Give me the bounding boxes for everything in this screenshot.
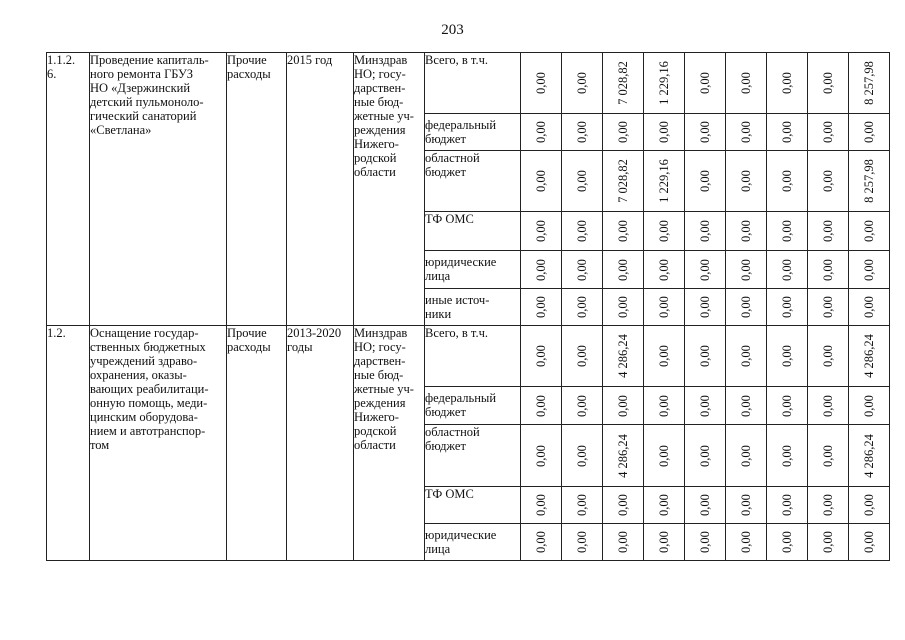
period-cell: 2015 год [287,53,354,326]
amount-cell [603,212,644,251]
amount-cell [726,487,767,524]
amount-cell [767,251,808,289]
amount-value: 0,00 [780,258,794,281]
amount-value: 0,00 [698,72,712,94]
amount-value: 0,00 [575,121,589,143]
amount-value: 0,00 [616,220,630,242]
amount-value: 0,00 [534,72,548,94]
amount-cell [521,487,562,524]
amount-cell [562,425,603,487]
amount-cell [603,326,644,387]
amount-cell [644,524,685,561]
amount-cell [849,151,890,212]
amount-cell [849,487,890,524]
amount-cell [603,114,644,151]
page-number: 203 [441,22,464,38]
amount-cell [726,151,767,212]
amount-value: 0,00 [780,345,794,367]
amount-cell [603,151,644,212]
amount-cell [767,53,808,114]
amount-cell [849,53,890,114]
amount-cell [685,289,726,326]
amount-value: 0,00 [698,531,712,553]
amount-value: 0,00 [862,258,876,281]
amount-value: 0,00 [821,531,835,553]
amount-value: 0,00 [616,531,630,553]
amount-cell [685,487,726,524]
amount-value: 0,00 [821,220,835,242]
amount-cell [521,53,562,114]
activity-description-cell: Оснащение государ- ственных бюджетных учреждений здраво- охранения, оказы- вающих реабилитаци- онную помощь, меди- цинским оборудова- нием и автотранспор- том [90,326,227,561]
amount-value: 0,00 [739,444,753,467]
amount-value: 0,00 [575,72,589,94]
amount-cell [603,425,644,487]
table-row [47,326,890,387]
amount-cell [849,387,890,425]
amount-cell [644,114,685,151]
amount-cell [685,251,726,289]
amount-cell [603,387,644,425]
amount-cell [644,289,685,326]
amount-cell [685,114,726,151]
funding-source-label: федеральный бюджет [425,387,521,425]
amount-cell [849,524,890,561]
amount-value: 0,00 [534,258,548,281]
amount-cell [603,524,644,561]
amount-value: 0,00 [862,296,876,318]
amount-cell [849,212,890,251]
amount-cell [644,151,685,212]
amount-value: 0,00 [698,394,712,417]
amount-cell [603,53,644,114]
amount-value: 0,00 [698,258,712,281]
amount-cell [726,251,767,289]
amount-cell [808,251,849,289]
funding-source-label: Всего, в т.ч. [425,53,521,114]
amount-cell [767,524,808,561]
amount-cell [726,114,767,151]
amount-cell [808,387,849,425]
amount-cell [562,487,603,524]
table-body [47,53,890,561]
amount-value: 0,00 [862,220,876,242]
amount-value: 1 229,16 [657,61,671,105]
amount-cell [726,212,767,251]
amount-cell [767,114,808,151]
amount-value: 0,00 [821,296,835,318]
amount-value: 0,00 [862,121,876,143]
amount-cell [685,425,726,487]
amount-cell [644,212,685,251]
amount-cell [849,251,890,289]
amount-cell [644,53,685,114]
amount-cell [849,326,890,387]
amount-value: 0,00 [821,121,835,143]
amount-value: 0,00 [657,258,671,281]
amount-value: 4 286,24 [616,334,630,378]
amount-value: 0,00 [821,72,835,94]
amount-value: 0,00 [698,220,712,242]
amount-cell [808,425,849,487]
amount-cell [644,251,685,289]
amount-cell [644,326,685,387]
amount-cell [726,53,767,114]
amount-value: 0,00 [780,394,794,417]
amount-value: 0,00 [657,220,671,242]
amount-value: 0,00 [862,531,876,553]
amount-cell [849,425,890,487]
amount-value: 7 028,82 [616,159,630,203]
amount-cell [726,425,767,487]
amount-value: 0,00 [821,170,835,192]
amount-value: 0,00 [616,494,630,516]
amount-value: 0,00 [534,296,548,318]
amount-value: 0,00 [575,258,589,281]
amount-value: 8 257,98 [862,159,876,203]
amount-value: 0,00 [698,296,712,318]
amount-value: 0,00 [780,72,794,94]
amount-cell [521,425,562,487]
amount-cell [521,151,562,212]
amount-value: 0,00 [534,531,548,553]
expense-type-cell: Прочие расходы [227,326,287,561]
amount-cell [767,425,808,487]
amount-value: 0,00 [657,121,671,143]
funding-source-label: ТФ ОМС [425,487,521,524]
amount-value: 0,00 [657,494,671,516]
funding-source-label: федеральный бюджет [425,114,521,151]
amount-cell [562,212,603,251]
amount-value: 0,00 [698,121,712,143]
amount-value: 0,00 [739,121,753,143]
amount-value: 0,00 [575,296,589,318]
amount-value: 0,00 [534,444,548,467]
amount-value: 0,00 [657,444,671,467]
funding-source-label: иные источ- ники [425,289,521,326]
amount-value: 4 286,24 [616,433,630,478]
amount-value: 0,00 [780,170,794,192]
amount-cell [808,326,849,387]
amount-cell [808,151,849,212]
amount-value: 0,00 [575,531,589,553]
amount-value: 0,00 [575,345,589,367]
funding-source-label: областной бюджет [425,425,521,487]
amount-cell [685,151,726,212]
amount-value: 4 286,24 [862,334,876,378]
amount-value: 0,00 [821,258,835,281]
amount-cell [603,487,644,524]
amount-value: 0,00 [821,494,835,516]
amount-value: 0,00 [575,494,589,516]
amount-cell [685,387,726,425]
table-row [47,53,890,114]
amount-value: 0,00 [739,72,753,94]
amount-cell [767,151,808,212]
amount-value: 0,00 [862,494,876,516]
amount-cell [685,212,726,251]
amount-value: 0,00 [739,531,753,553]
amount-cell [562,251,603,289]
amount-cell [808,289,849,326]
amount-cell [685,53,726,114]
funding-source-label: Всего, в т.ч. [425,326,521,387]
amount-value: 0,00 [821,444,835,467]
budget-table [46,52,890,561]
amount-value: 0,00 [698,494,712,516]
amount-cell [726,387,767,425]
amount-cell [521,251,562,289]
executor-cell: Минздрав НО; госу- дарствен- ные бюд- жетные уч- реждения Нижего- родской области [354,53,425,326]
amount-cell [603,289,644,326]
amount-value: 0,00 [534,345,548,367]
amount-value: 0,00 [780,531,794,553]
amount-value: 0,00 [616,121,630,143]
amount-cell [562,114,603,151]
expense-type-cell: Прочие расходы [227,53,287,326]
amount-value: 0,00 [534,220,548,242]
amount-value: 4 286,24 [862,433,876,478]
amount-cell [767,326,808,387]
amount-cell [562,524,603,561]
amount-cell [685,524,726,561]
amount-cell [767,289,808,326]
amount-value: 0,00 [739,220,753,242]
amount-value: 0,00 [657,345,671,367]
amount-value: 0,00 [575,394,589,417]
funding-source-label: областной бюджет [425,151,521,212]
amount-value: 8 257,98 [862,61,876,105]
amount-value: 0,00 [657,296,671,318]
amount-value: 0,00 [821,394,835,417]
amount-value: 0,00 [575,170,589,192]
amount-value: 0,00 [534,494,548,516]
amount-cell [562,326,603,387]
amount-cell [644,487,685,524]
amount-cell [849,114,890,151]
activity-code-cell: 1.2. [47,326,90,561]
activity-description-cell: Проведение капиталь- ного ремонта ГБУЗ НО «Дзержинский детский пульмоноло- гический санаторий «Светлана» [90,53,227,326]
amount-cell [808,524,849,561]
amount-cell [521,387,562,425]
amount-cell [521,524,562,561]
period-cell: 2013-2020 годы [287,326,354,561]
amount-cell [808,212,849,251]
amount-cell [644,425,685,487]
amount-value: 0,00 [739,494,753,516]
amount-value: 0,00 [575,444,589,467]
amount-value: 0,00 [534,394,548,417]
funding-source-label: юридические лица [425,251,521,289]
amount-cell [521,212,562,251]
amount-value: 7 028,82 [616,61,630,105]
amount-value: 0,00 [657,394,671,417]
amount-cell [767,487,808,524]
amount-value: 0,00 [780,121,794,143]
amount-value: 0,00 [821,345,835,367]
amount-cell [603,251,644,289]
amount-value: 0,00 [698,170,712,192]
amount-value: 0,00 [739,296,753,318]
amount-cell [726,524,767,561]
amount-value: 0,00 [616,394,630,417]
amount-cell [562,53,603,114]
amount-value: 0,00 [862,394,876,417]
amount-cell [562,387,603,425]
amount-cell [685,326,726,387]
amount-cell [521,114,562,151]
amount-cell [849,289,890,326]
amount-cell [767,387,808,425]
amount-cell [521,326,562,387]
amount-value: 0,00 [616,296,630,318]
amount-cell [562,289,603,326]
amount-cell [767,212,808,251]
amount-cell [521,289,562,326]
amount-cell [726,326,767,387]
amount-value: 0,00 [780,444,794,467]
amount-value: 0,00 [780,494,794,516]
amount-value: 1 229,16 [657,159,671,203]
amount-value: 0,00 [739,345,753,367]
amount-cell [808,487,849,524]
amount-cell [808,114,849,151]
amount-value: 0,00 [780,220,794,242]
amount-value: 0,00 [739,258,753,281]
amount-cell [562,151,603,212]
activity-code-cell: 1.1.2. 6. [47,53,90,326]
executor-cell: Минздрав НО; госу- дарствен- ные бюд- жетные уч- реждения Нижего- родской области [354,326,425,561]
amount-cell [726,289,767,326]
funding-source-label: юридические лица [425,524,521,561]
amount-value: 0,00 [616,258,630,281]
amount-value: 0,00 [739,170,753,192]
amount-value: 0,00 [575,220,589,242]
amount-value: 0,00 [698,345,712,367]
funding-source-label: ТФ ОМС [425,212,521,251]
amount-cell [644,387,685,425]
amount-value: 0,00 [657,531,671,553]
amount-value: 0,00 [534,170,548,192]
amount-cell [808,53,849,114]
amount-value: 0,00 [698,444,712,467]
amount-value: 0,00 [739,394,753,417]
amount-value: 0,00 [534,121,548,143]
amount-value: 0,00 [780,296,794,318]
